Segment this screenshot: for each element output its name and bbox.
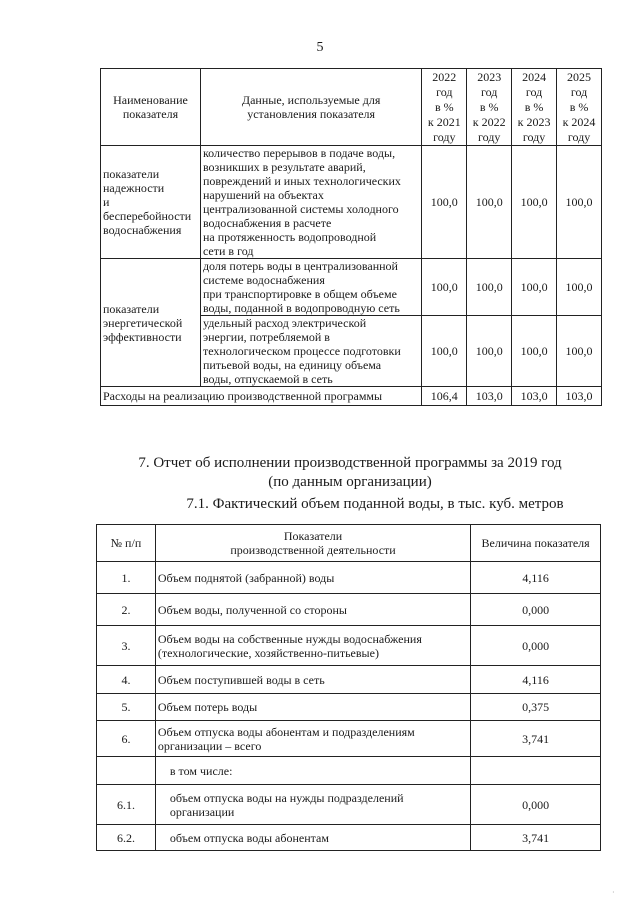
header-line: 2024 bbox=[522, 69, 547, 84]
indicator-line: Объем потерь воды bbox=[157, 700, 258, 714]
group-name-reliability bbox=[101, 146, 201, 259]
desc-line: централизованной системы холодного bbox=[202, 202, 399, 216]
header-line: к 2022 bbox=[472, 114, 506, 129]
desc-line: возникших в результате аварий, bbox=[202, 160, 366, 174]
name-line: бесперебойности bbox=[103, 209, 192, 223]
header-line: в % bbox=[434, 99, 454, 114]
row-indicator bbox=[155, 562, 470, 594]
name-line: энергетической bbox=[103, 315, 183, 330]
name-line: водоснабжения bbox=[103, 223, 182, 237]
header-value: Величина показателя bbox=[471, 525, 601, 562]
header-line: 2022 bbox=[432, 69, 457, 84]
value-2025: 100,0 bbox=[557, 316, 602, 387]
table1-header-row bbox=[101, 69, 602, 146]
header-line: производственной деятельности bbox=[230, 543, 396, 557]
table-row bbox=[97, 757, 601, 785]
header-line: год bbox=[436, 84, 453, 99]
row-description bbox=[200, 146, 421, 259]
page-number: 5 bbox=[316, 40, 324, 55]
header-year-2022 bbox=[422, 69, 467, 146]
desc-line: энергии, потребляемой в bbox=[202, 330, 330, 344]
desc-line: технологическом процессе подготовки bbox=[202, 344, 401, 358]
header-line: Данные, используемые для bbox=[241, 93, 381, 107]
name-line: показатели bbox=[103, 301, 160, 316]
table-row bbox=[97, 562, 601, 594]
table1-row-reliability bbox=[101, 146, 602, 259]
scan-speck: · bbox=[612, 888, 615, 897]
indicator-line: Объем воды на собственные нужды водоснабжения bbox=[157, 631, 422, 646]
header-row-number: № п/п bbox=[97, 525, 156, 562]
name-line: надежности bbox=[103, 181, 165, 195]
value-2022: 100,0 bbox=[422, 316, 467, 387]
row-number: 4. bbox=[97, 666, 156, 694]
table-row bbox=[97, 626, 601, 666]
row-value: 3,741 bbox=[471, 721, 601, 757]
header-line: Наименование bbox=[113, 93, 188, 107]
header-line: 2025 bbox=[567, 69, 592, 84]
row-value bbox=[471, 757, 601, 785]
desc-line: воды, поданной в водопроводную сеть bbox=[202, 301, 400, 315]
header-line: 2023 bbox=[477, 69, 502, 84]
row-value: 3,741 bbox=[471, 825, 601, 851]
header-line: к 2023 bbox=[517, 114, 551, 129]
desc-line: удельный расход электрической bbox=[202, 316, 367, 330]
desc-line: на протяженность водопроводной bbox=[202, 230, 377, 244]
header-year-2025 bbox=[557, 69, 602, 146]
row-description bbox=[200, 316, 421, 387]
total-value-2023: 103,0 bbox=[467, 387, 512, 406]
table-row bbox=[97, 825, 601, 851]
row-indicator bbox=[155, 694, 470, 721]
header-line: год bbox=[570, 84, 588, 99]
header-line: год bbox=[480, 84, 498, 99]
value-2024: 100,0 bbox=[512, 259, 557, 316]
row-value: 0,000 bbox=[471, 785, 601, 825]
desc-line: доля потерь воды в централизованной bbox=[202, 259, 398, 273]
value-2025: 100,0 bbox=[557, 146, 602, 259]
value-2022: 100,0 bbox=[422, 146, 467, 259]
table-row bbox=[97, 785, 601, 825]
header-line: году bbox=[522, 129, 546, 144]
indicator-line: Объем отпуска воды абонентам и подразделениям bbox=[157, 724, 415, 739]
row-number: 6.2. bbox=[97, 825, 156, 851]
indicator-line: объем отпуска воды абонентам bbox=[169, 830, 329, 845]
group-name-energy-efficiency bbox=[101, 259, 201, 387]
total-value-2025: 103,0 bbox=[557, 387, 602, 406]
desc-line: водоснабжения в расчете bbox=[202, 216, 332, 230]
indicator-line: в том числе: bbox=[169, 763, 233, 778]
row-number bbox=[97, 757, 156, 785]
row-value: 0,000 bbox=[471, 594, 601, 626]
indicator-line: объем отпуска воды на нужды подразделений bbox=[169, 790, 404, 805]
table-row bbox=[97, 666, 601, 694]
total-label: Расходы на реализацию производственной программы bbox=[101, 387, 422, 406]
header-line: году bbox=[567, 129, 591, 144]
indicator-line: организации – всего bbox=[157, 738, 262, 753]
indicator-line: организации bbox=[169, 804, 235, 819]
table1-row-water-loss bbox=[101, 259, 602, 316]
row-number: 5. bbox=[97, 694, 156, 721]
value-2023: 100,0 bbox=[467, 259, 512, 316]
row-number: 3. bbox=[97, 626, 156, 666]
row-number: 1. bbox=[97, 562, 156, 594]
indicator-line: Объем поступившей воды в сеть bbox=[157, 672, 325, 687]
value-2025: 100,0 bbox=[557, 259, 602, 316]
table1-row-total bbox=[101, 387, 602, 406]
value-2023: 100,0 bbox=[467, 146, 512, 259]
water-volume-table bbox=[96, 524, 601, 851]
desc-line: при транспортировке в общем объеме bbox=[202, 287, 397, 301]
table-row bbox=[97, 694, 601, 721]
section-7-title bbox=[0, 454, 640, 492]
row-indicator bbox=[155, 785, 470, 825]
value-2024: 100,0 bbox=[512, 316, 557, 387]
row-indicator bbox=[155, 594, 470, 626]
row-value: 0,000 bbox=[471, 626, 601, 666]
total-value-2024: 103,0 bbox=[512, 387, 557, 406]
row-value: 4,116 bbox=[471, 666, 601, 694]
row-indicator bbox=[155, 825, 470, 851]
row-indicator bbox=[155, 757, 470, 785]
indicator-line: Объем воды, полученной со стороны bbox=[157, 602, 347, 617]
name-line: и bbox=[103, 195, 110, 209]
header-line: в % bbox=[479, 99, 499, 114]
header-line: в % bbox=[569, 99, 589, 114]
desc-line: системе водоснабжения bbox=[202, 273, 325, 287]
table-row bbox=[97, 721, 601, 757]
value-2024: 100,0 bbox=[512, 146, 557, 259]
header-line: в % bbox=[524, 99, 544, 114]
row-number: 6.1. bbox=[97, 785, 156, 825]
row-indicator bbox=[155, 721, 470, 757]
header-line: году bbox=[433, 129, 456, 144]
row-description bbox=[200, 259, 421, 316]
desc-line: повреждений и иных технологических bbox=[202, 174, 401, 188]
header-line: к 2024 bbox=[562, 114, 596, 129]
header-year-2024 bbox=[512, 69, 557, 146]
desc-line: нарушений на объектах bbox=[202, 188, 324, 202]
header-line: Показатели bbox=[283, 529, 343, 543]
desc-line: количество перерывов в подаче воды, bbox=[202, 146, 396, 160]
indicator-line: Объем поднятой (забранной) воды bbox=[157, 570, 335, 585]
row-number: 6. bbox=[97, 721, 156, 757]
name-line: эффективности bbox=[103, 329, 182, 344]
header-indicator-name bbox=[101, 69, 201, 146]
row-value: 0,375 bbox=[471, 694, 601, 721]
row-indicator bbox=[155, 666, 470, 694]
name-line: показатели bbox=[103, 167, 160, 181]
value-2023: 100,0 bbox=[467, 316, 512, 387]
section-7-title-line1: 7. Отчет об исполнении производственной программы за 2019 год bbox=[138, 455, 562, 471]
header-source-data bbox=[200, 69, 421, 146]
header-line: установления показателя bbox=[247, 107, 376, 121]
indicator-line: (технологические, хозяйственно-питьевые) bbox=[157, 645, 379, 660]
row-value: 4,116 bbox=[471, 562, 601, 594]
header-line: показателя bbox=[122, 107, 179, 121]
total-value-2022: 106,4 bbox=[422, 387, 467, 406]
row-indicator bbox=[155, 626, 470, 666]
desc-line: питьевой воды, на единицу объема bbox=[202, 358, 382, 372]
value-2022: 100,0 bbox=[422, 259, 467, 316]
table2-header-row bbox=[97, 525, 601, 562]
header-line: год bbox=[525, 84, 543, 99]
production-program-table bbox=[100, 68, 602, 406]
header-line: году bbox=[477, 129, 501, 144]
header-line: к 2021 bbox=[427, 114, 461, 129]
section-7-title-line2: (по данным организации) bbox=[268, 474, 432, 490]
header-indicators bbox=[155, 525, 470, 562]
section-7-1-title: 7.1. Фактический объем поданной воды, в тыс. куб. метров bbox=[186, 496, 564, 512]
desc-line: сети в год bbox=[202, 244, 254, 258]
table-row bbox=[97, 594, 601, 626]
header-year-2023 bbox=[467, 69, 512, 146]
desc-line: воды, отпускаемой в сеть bbox=[202, 372, 333, 386]
row-number: 2. bbox=[97, 594, 156, 626]
